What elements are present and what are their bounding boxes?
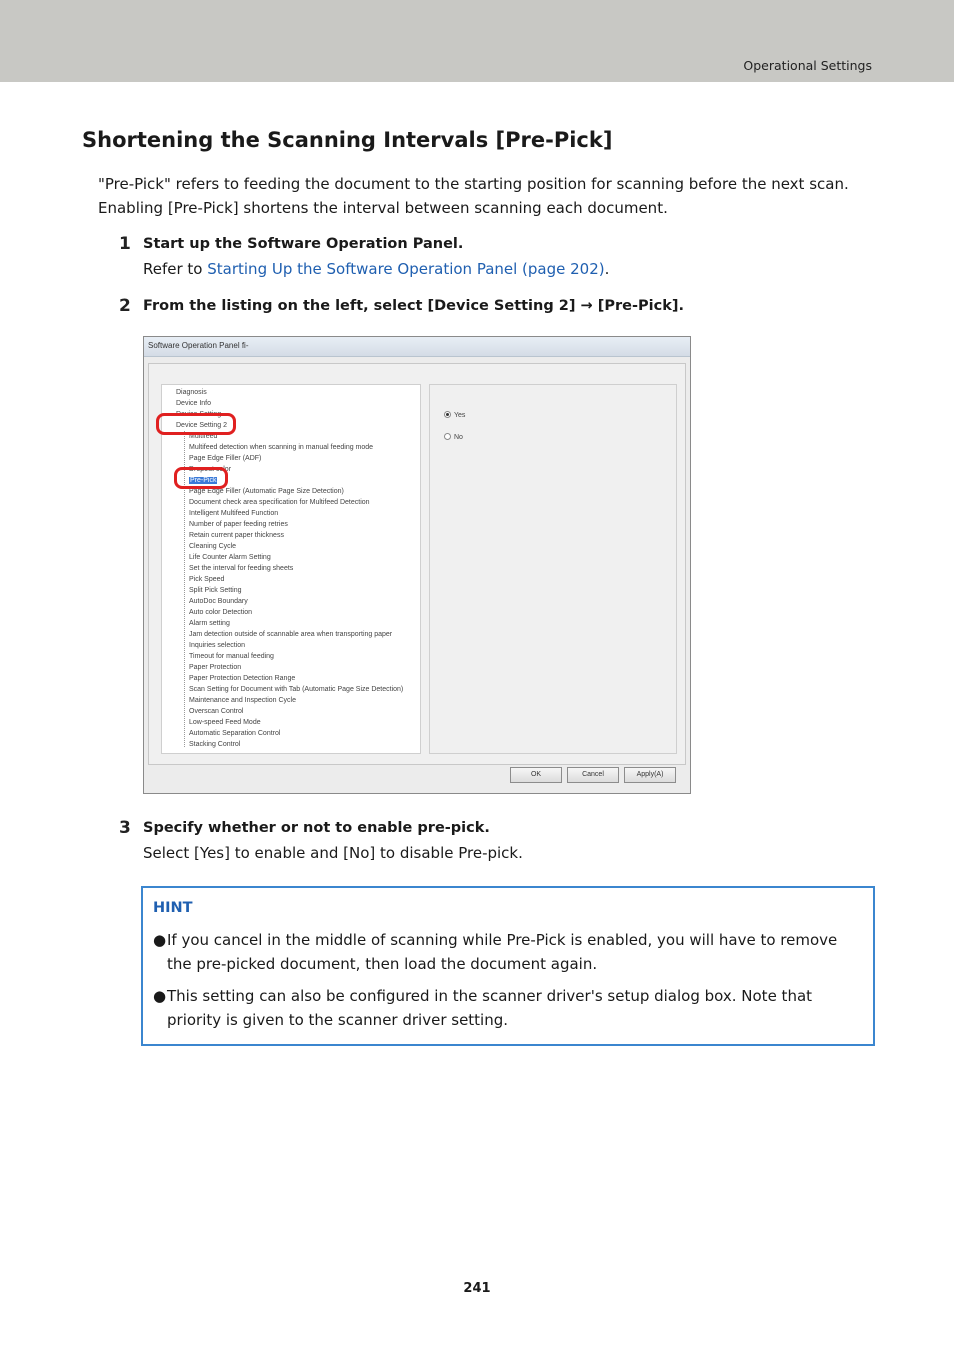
hint-item-1-text: If you cancel in the middle of scanning while Pre-Pick is enabled, you will have to remove the pre-picked document, then load the document again. bbox=[167, 931, 838, 973]
tree-subitem[interactable]: Cleaning Cycle bbox=[189, 543, 237, 550]
tree-subitem[interactable]: Number of paper feeding retries bbox=[189, 521, 288, 528]
dialog-titlebar bbox=[144, 337, 690, 357]
tree-subitem[interactable]: AutoDoc Boundary bbox=[189, 598, 248, 605]
tree-subitem[interactable]: Inquiries selection bbox=[189, 642, 246, 649]
tree-subitem[interactable]: Paper Protection bbox=[189, 664, 242, 671]
tree-subitem[interactable]: Alarm setting bbox=[189, 620, 230, 627]
step-2-number: 2 bbox=[119, 296, 131, 316]
tree-subitem[interactable]: Timeout for manual feeding bbox=[189, 653, 274, 660]
cancel-button[interactable]: Cancel bbox=[567, 767, 619, 783]
tree-subitem[interactable]: Auto color Detection bbox=[189, 609, 253, 616]
hint-item-2-text: This setting can also be configured in the scanner driver's setup dialog box. Note that priority is given to the scanner driver setting. bbox=[167, 987, 813, 1029]
radio-no[interactable] bbox=[444, 433, 463, 441]
section-title: Operational Settings bbox=[743, 58, 872, 73]
tree-subitem[interactable]: Jam detection outside of scannable area when transporting paper bbox=[189, 631, 393, 638]
tree-subitem[interactable]: Intelligent Multifeed Function bbox=[189, 510, 279, 517]
hint-item-1 bbox=[153, 928, 865, 976]
highlight-pre-pick bbox=[174, 467, 228, 489]
tree-item[interactable]: Diagnosis bbox=[176, 389, 207, 396]
tree-subitem[interactable]: Multifeed detection when scanning in manual feeding mode bbox=[189, 444, 374, 451]
tree-subitem[interactable]: Multifeed bbox=[189, 433, 218, 440]
tree-subitem[interactable]: Paper Protection Detection Range bbox=[189, 675, 296, 682]
tree-subitem[interactable]: Low-speed Feed Mode bbox=[189, 719, 261, 726]
tree-subitem[interactable]: Page Edge Filler (Automatic Page Size Detection) bbox=[189, 488, 344, 495]
tree-subitem[interactable]: Document check area specification for Multifeed Detection bbox=[189, 499, 370, 506]
tree-subitem[interactable]: Overscan Control bbox=[189, 708, 244, 715]
step-2-heading: From the listing on the left, select [Device Setting 2] → [Pre-Pick]. bbox=[143, 298, 684, 314]
hint-title: HINT bbox=[153, 900, 193, 916]
page-title: Shortening the Scanning Intervals [Pre-Pick] bbox=[82, 128, 613, 152]
radio-yes[interactable] bbox=[444, 411, 465, 419]
tree-item[interactable]: Device Setting bbox=[176, 411, 222, 418]
step-3-heading: Specify whether or not to enable pre-pick. bbox=[143, 820, 490, 836]
radio-no-label: No bbox=[454, 434, 463, 441]
tree-subitem[interactable]: Pick Speed bbox=[189, 576, 225, 583]
step-1-prefix: Refer to bbox=[143, 260, 208, 278]
dialog-title: Software Operation Panel fi- bbox=[148, 341, 249, 350]
tree-item[interactable]: Device Setting 2 bbox=[176, 422, 227, 429]
hint-box bbox=[141, 886, 875, 1046]
tree-subitem[interactable]: Retain current paper thickness bbox=[189, 532, 284, 539]
step-1-link[interactable]: Starting Up the Software Operation Panel (page 202) bbox=[207, 260, 605, 278]
step-1-number: 1 bbox=[119, 234, 131, 254]
ok-button[interactable]: OK bbox=[510, 767, 562, 783]
step-1-body bbox=[143, 260, 609, 278]
radio-no-dot bbox=[444, 433, 451, 440]
hint-item-2 bbox=[153, 984, 865, 1032]
highlight-device-setting-2 bbox=[156, 413, 236, 435]
bullet-icon: ● bbox=[153, 987, 167, 1005]
tree-subitem[interactable]: Set the interval for feeding sheets bbox=[189, 565, 294, 572]
tree-subitem[interactable]: Dropout color bbox=[189, 466, 232, 473]
tree-subitem[interactable]: Page Edge Filler (ADF) bbox=[189, 455, 262, 462]
tree-subitem[interactable]: Automatic Separation Control bbox=[189, 730, 281, 737]
page-header-bar bbox=[0, 0, 954, 82]
tree-subitem[interactable]: Scan Setting for Document with Tab (Automatic Page Size Detection) bbox=[189, 686, 404, 693]
tree-item[interactable]: Device Info bbox=[176, 400, 212, 407]
options-panel bbox=[429, 384, 677, 754]
settings-tree bbox=[161, 384, 421, 754]
bullet-icon: ● bbox=[153, 931, 167, 949]
tree-subitem[interactable]: Life Counter Alarm Setting bbox=[189, 554, 271, 561]
tree-subitem[interactable]: Stacking Control bbox=[189, 741, 241, 748]
step-3-body: Select [Yes] to enable and [No] to disable Pre-pick. bbox=[143, 844, 523, 862]
software-operation-panel-screenshot bbox=[143, 336, 691, 794]
tree-item-pre-pick[interactable]: Pre-Pick bbox=[190, 477, 217, 484]
page-number: 241 bbox=[463, 1281, 491, 1296]
radio-yes-label: Yes bbox=[454, 412, 466, 419]
step-1-heading: Start up the Software Operation Panel. bbox=[143, 236, 464, 252]
tree-subitem[interactable]: Maintenance and Inspection Cycle bbox=[189, 697, 297, 704]
apply-button[interactable]: Apply(A) bbox=[624, 767, 676, 783]
tree-subitem[interactable]: Split Pick Setting bbox=[189, 587, 242, 594]
radio-yes-dot bbox=[444, 411, 451, 418]
step-3-number: 3 bbox=[119, 818, 131, 838]
step-1-suffix: . bbox=[604, 260, 610, 278]
intro-paragraph: "Pre-Pick" refers to feeding the document to the starting position for scanning before the next scan. Enabling [Pre-Pick] shortens the interval between scanning each document. bbox=[98, 175, 849, 217]
